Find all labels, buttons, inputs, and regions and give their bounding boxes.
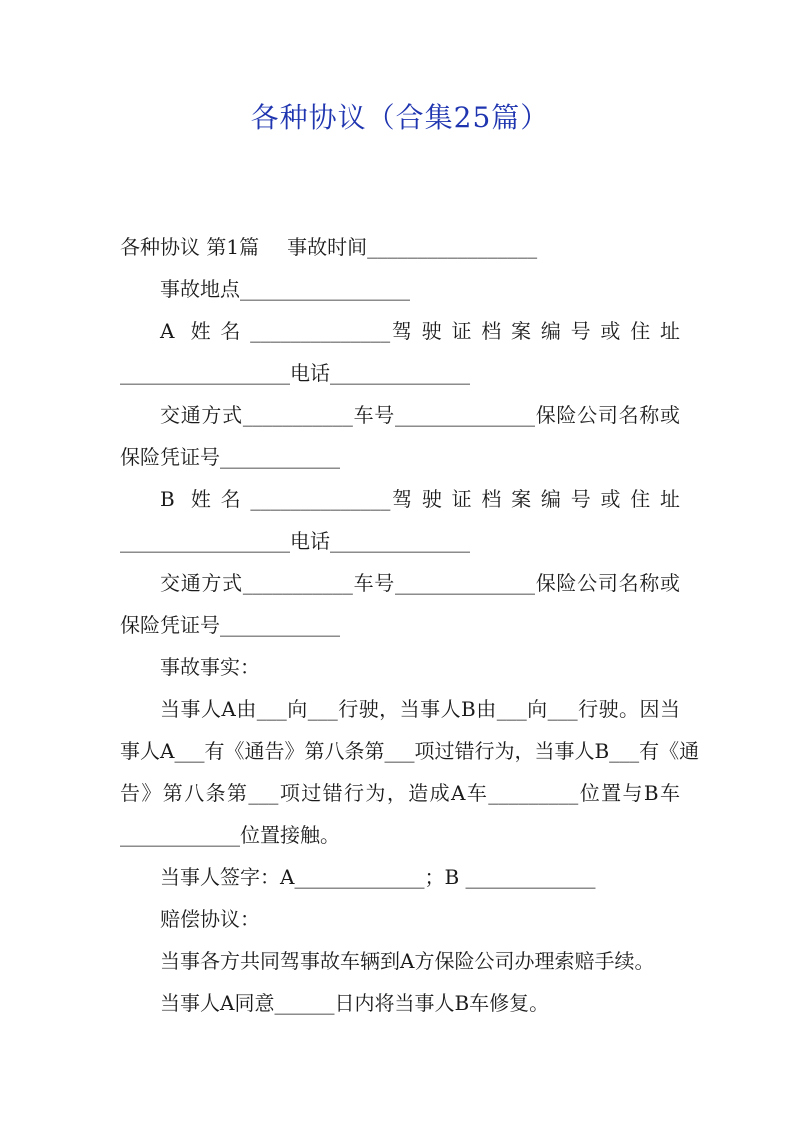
signature-field: 当事人签字：A_____________；B _____________ [160, 865, 596, 889]
paragraph-line [120, 226, 680, 268]
party-b-name-field: B 姓 名 ______________驾 驶 证 档 案 编 号 或 住 址 [160, 487, 680, 511]
section-heading: 各种协议 第1篇 [120, 235, 260, 259]
party-a-name-field: A 姓 名 ______________驾 驶 证 档 案 编 号 或 住 址 [160, 319, 680, 343]
document-title: 各种协议（合集25篇） [250, 101, 550, 134]
accident-time-field: 事故时间_________________ [287, 235, 538, 259]
compensation-paragraph: 当事各方共同驾事故车辆到A方保险公司办理索赔手续。 [160, 949, 655, 973]
party-a-phone-field: _________________电话______________ [120, 361, 470, 385]
compensation-paragraph: 当事人A同意______日内将当事人B车修复。 [160, 991, 550, 1015]
party-b-phone-field: _________________电话______________ [120, 529, 470, 553]
facts-paragraph-line: ____________位置接触。 [120, 823, 340, 847]
accident-facts-heading: 事故事实： [160, 655, 260, 679]
party-a-vehicle-field: 交通方式___________车号______________保险公司名称或 [160, 403, 680, 427]
facts-paragraph-line: 事人A___有《通告》第八条第___项过错行为，当事人B___有《通 [120, 739, 700, 763]
accident-location-field: 事故地点_________________ [160, 277, 410, 301]
party-b-insurance-field: 保险凭证号____________ [120, 613, 340, 637]
compensation-heading: 赔偿协议： [160, 907, 260, 931]
facts-paragraph-line: 告》第八条第___项过错行为，造成A车_________位置与B车 [120, 781, 680, 805]
party-a-insurance-field: 保险凭证号____________ [120, 445, 340, 469]
facts-paragraph-line: 当事人A由___向___行驶，当事人B由___向___行驶。因当 [160, 697, 680, 721]
party-b-vehicle-field: 交通方式___________车号______________保险公司名称或 [160, 571, 680, 595]
document-body [120, 226, 700, 1024]
